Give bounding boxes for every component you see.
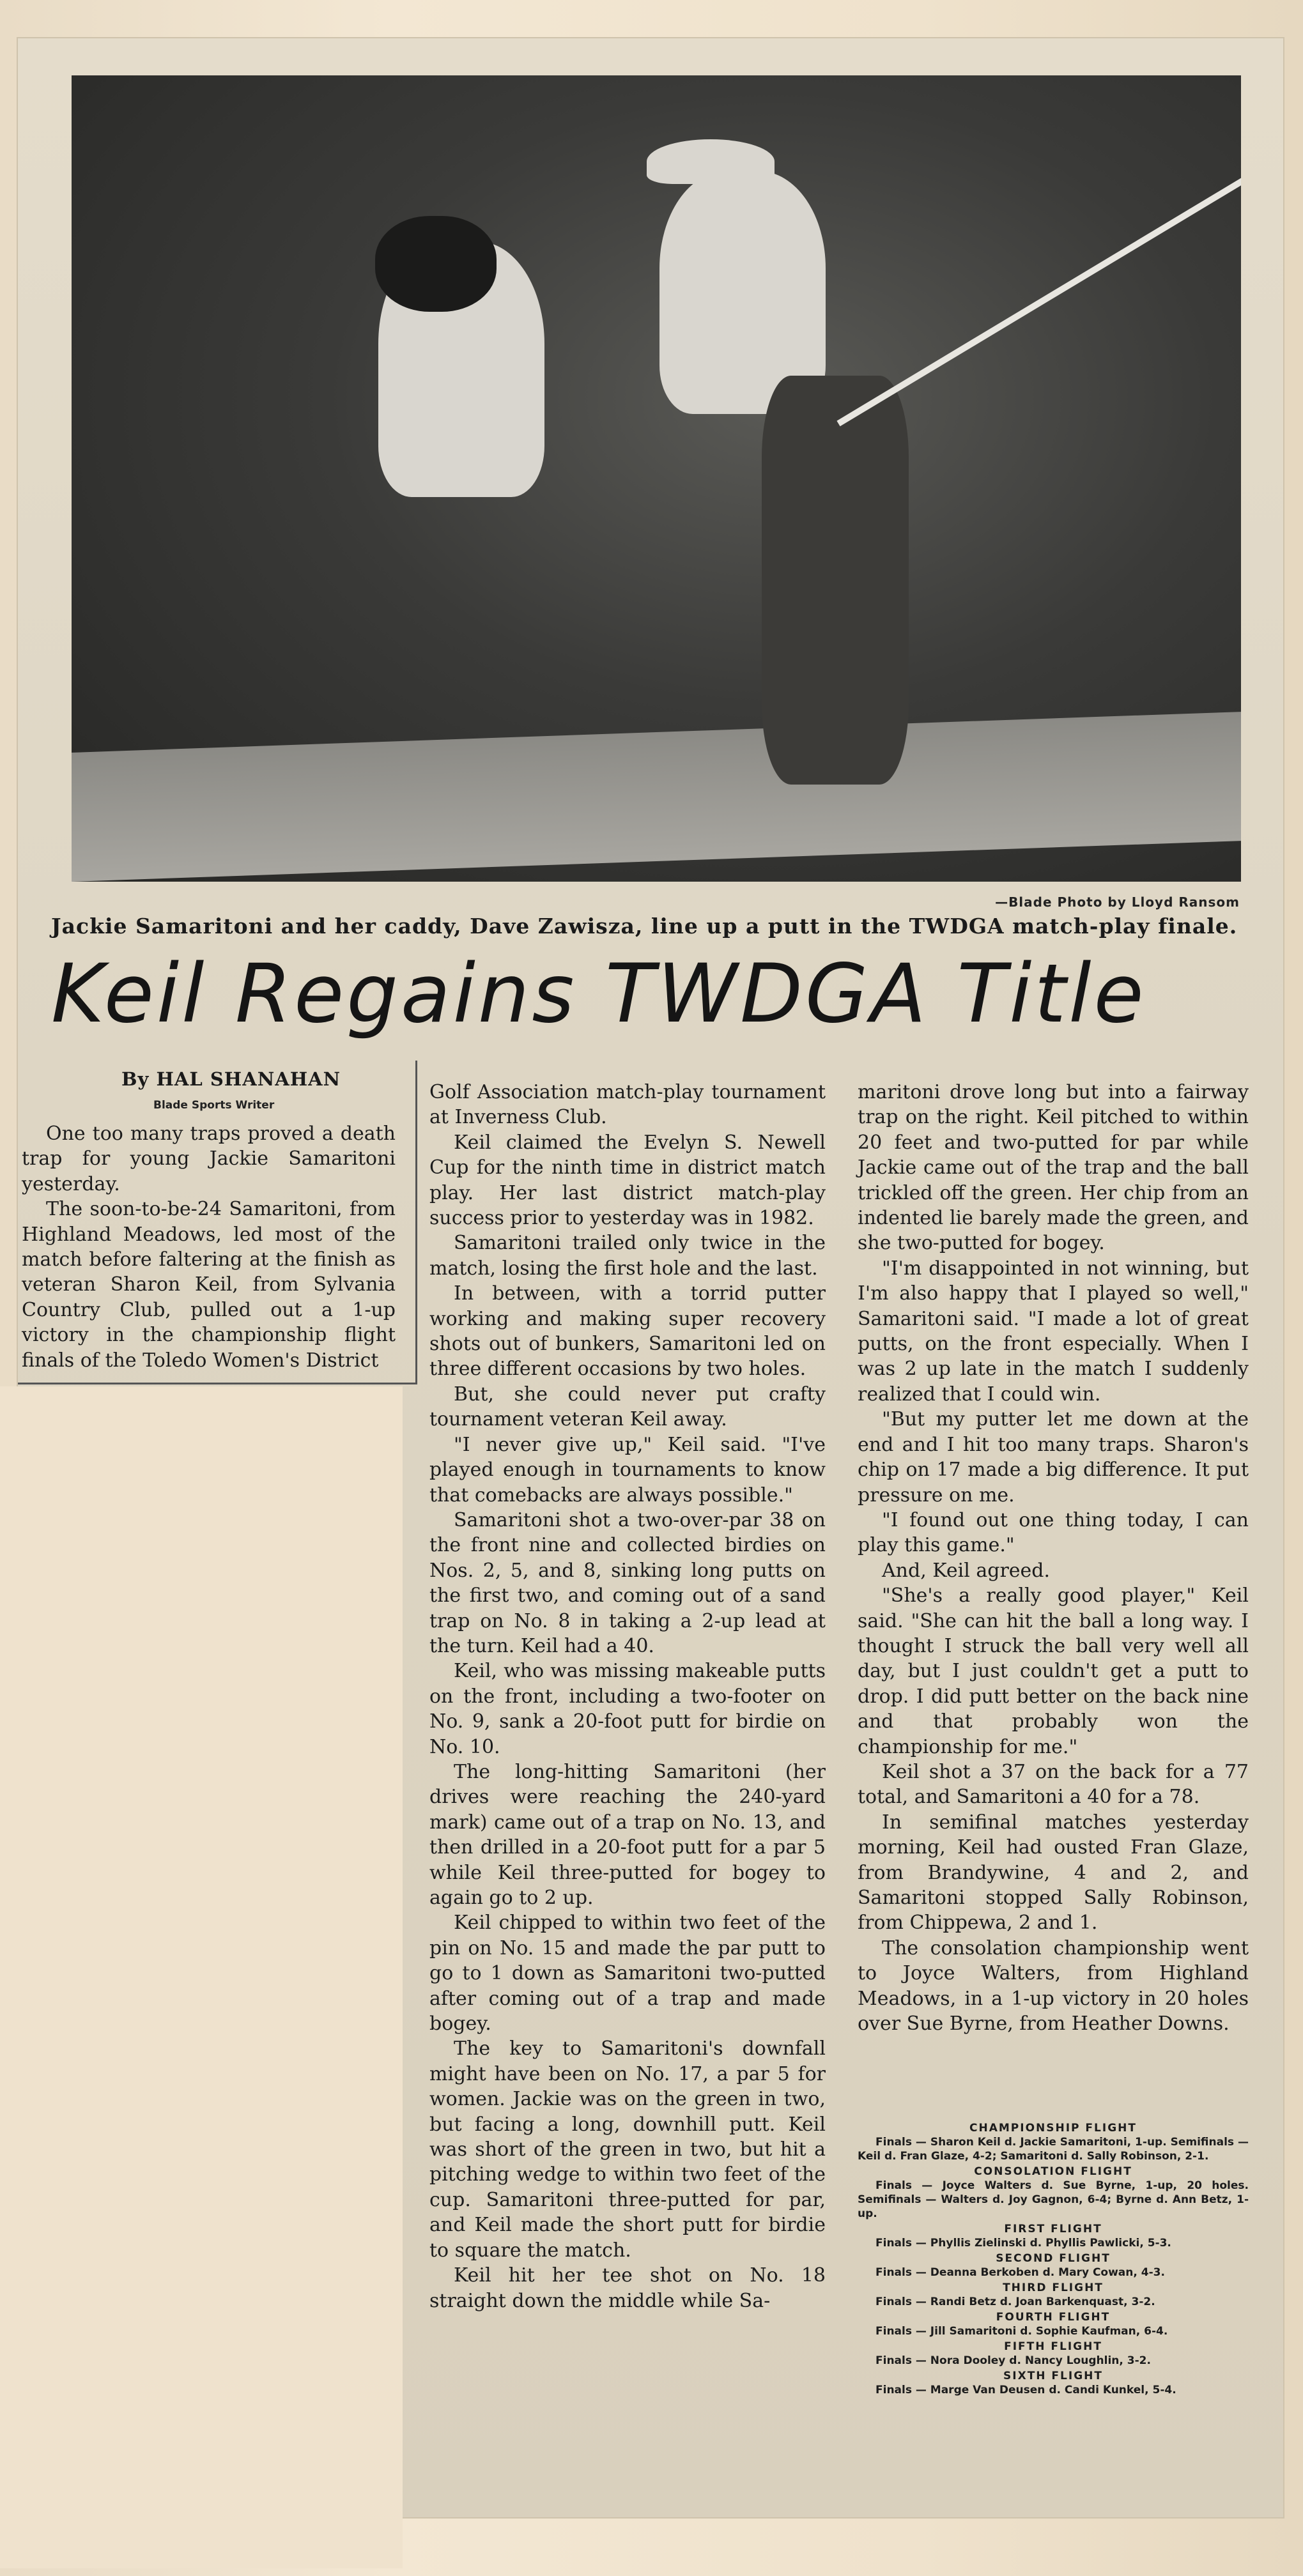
flight-result: Finals — Marge Van Deusen d. Candi Kunkel, 5-4.	[875, 2384, 1176, 2396]
putting-green	[72, 712, 1241, 882]
article-column-1	[22, 1121, 396, 1373]
flight-heading: FIFTH FLIGHT	[1004, 2340, 1102, 2353]
photo-credit: —Blade Photo by Lloyd Ransom	[995, 894, 1240, 910]
golfer-hair	[375, 216, 497, 312]
results-box	[858, 2120, 1249, 2397]
news-photo	[72, 75, 1241, 882]
article-paragraph: And, Keil agreed.	[882, 1559, 1051, 1582]
article-paragraph: The key to Samaritoni's downfall might have been on No. 17, a par 5 for women. Jackie was on the green in two, but facing a long, downhill putt. Keil was short of the green in two, but hit a pitching wedge to within two feet of the cup. Samaritoni three-putted for par, and Keil made the short putt for birdie to square the match.	[429, 2037, 826, 2262]
flagstick	[837, 158, 1241, 427]
flight-result: Finals — Deanna Berkoben d. Mary Cowan, 4-3.	[875, 2266, 1165, 2279]
flight-heading: THIRD FLIGHT	[1003, 2281, 1104, 2294]
flight-result: Finals — Phyllis Zielinski d. Phyllis Pawlicki, 5-3.	[875, 2237, 1171, 2250]
photo-caption: Jackie Samaritoni and her caddy, Dave Zawisza, line up a putt in the TWDGA match-play finale.	[51, 914, 1238, 939]
flight-result: Finals — Jill Samaritoni d. Sophie Kaufman, 6-4.	[875, 2325, 1168, 2338]
article-paragraph: Samaritoni trailed only twice in the match, losing the first hole and the last.	[429, 1232, 826, 1280]
article-column-2	[429, 1080, 826, 2313]
flight-result: Finals — Joyce Walters d. Sue Byrne, 1-up, 20 holes. Semifinals — Walters d. Joy Gagnon, 6-4; Byrne d. Ann Betz, 1-up.	[858, 2179, 1249, 2220]
article-paragraph: The long-hitting Samaritoni (her drives were reaching the 240-yard mark) came out of a trap on No. 13, and then drilled in a 20-foot putt for a par 5 while Keil three-putted for bogey to again go to 2 up.	[429, 1760, 826, 1909]
article-paragraph: Samaritoni shot a two-over-par 38 on the front nine and collected birdies on Nos. 2, 5, and 8, sinking long putts on the first two, and coming out of a sand trap on No. 8 in taking a 2-up lead at the turn. Keil had a 40.	[429, 1508, 826, 1657]
article-paragraph: But, she could never put crafty tournament veteran Keil away.	[429, 1383, 826, 1431]
article-paragraph: Keil hit her tee shot on No. 18 straight down the middle while Sa-	[429, 2264, 826, 2312]
byline: By HAL SHANAHAN	[121, 1068, 341, 1090]
column-rule-vertical	[415, 1061, 417, 1384]
article-paragraph: maritoni drove long but into a fairway trap on the right. Keil pitched to within 20 feet and two-putted for par while Jackie came out of the trap and the ball trickled off the green. Her chip from an indented lie barely made the green, and she two-putted for bogey.	[858, 1081, 1249, 1255]
caddy-cap	[647, 139, 775, 184]
article-paragraph: The soon-to-be-24 Samaritoni, from Highland Meadows, led most of the match before faltering at the finish as veteran Sharon Keil, from Sylvania Country Club, pulled out a 1-up victory in the championship flight finals of the Toledo Women's District	[22, 1198, 396, 1372]
article-paragraph: In semifinal matches yesterday morning, Keil had ousted Fran Glaze, from Brandywine, 4 and 2, and Samaritoni stopped Sally Robinson, from Chippewa, 2 and 1.	[858, 1811, 1249, 1935]
article-paragraph: "I never give up," Keil said. "I've played enough in tournaments to know that comebacks are always possible."	[429, 1433, 826, 1506]
article-column-3	[858, 1080, 1249, 2036]
flight-heading: FIRST FLIGHT	[1004, 2223, 1102, 2235]
headline: Keil Regains TWDGA Title	[51, 946, 1146, 1041]
article-paragraph: One too many traps proved a death trap for young Jackie Samaritoni yesterday.	[22, 1123, 396, 1195]
scrapbook-page-background	[0, 1386, 403, 2568]
flight-result: Finals — Nora Dooley d. Nancy Loughlin, 3-2.	[875, 2354, 1151, 2367]
article-paragraph: Keil chipped to within two feet of the pin on No. 15 and made the par putt to go to 1 down as Samaritoni two-putted after coming out of a trap and made bogey.	[429, 1912, 826, 2035]
article-paragraph: In between, with a torrid putter working and making super recovery shots out of bunkers, Samaritoni led on three different occasions by two holes.	[429, 1282, 826, 1381]
article-paragraph: Keil, who was missing makeable putts on the front, including a two-footer on No. 9, sank a 20-foot putt for birdie on No. 10.	[429, 1660, 826, 1758]
article-paragraph: "She's a really good player," Keil said. "She can hit the ball a long way. I thought I struck the ball very well all day, but I just couldn't get a putt to drop. I did putt better on the back nine and that probably won the championship for me."	[858, 1584, 1249, 1758]
caddy-trousers	[762, 376, 909, 785]
article-paragraph: The consolation championship went to Joyce Walters, from Highland Meadows, in a 1-up victory in 20 holes over Sue Byrne, from Heather Downs.	[858, 1936, 1249, 2035]
article-paragraph: Golf Association match-play tournament at Inverness Club.	[429, 1081, 826, 1129]
flight-heading: SECOND FLIGHT	[996, 2252, 1111, 2265]
flight-heading: SIXTH FLIGHT	[1003, 2370, 1103, 2382]
column-rule	[18, 1383, 417, 1384]
article-paragraph: "But my putter let me down at the end and I hit too many traps. Sharon's chip on 17 made a big difference. It put pressure on me.	[858, 1408, 1249, 1506]
flight-heading: CONSOLATION FLIGHT	[974, 2165, 1132, 2178]
flight-heading: CHAMPIONSHIP FLIGHT	[969, 2122, 1137, 2135]
article-paragraph: Keil shot a 37 on the back for a 77 total, and Samaritoni a 40 for a 78.	[858, 1760, 1249, 1809]
byline-title: Blade Sports Writer	[153, 1099, 275, 1112]
flight-result: Finals — Sharon Keil d. Jackie Samaritoni, 1-up. Semifinals — Keil d. Fran Glaze, 4-2; Samaritoni d. Sally Robinson, 2-1.	[858, 2136, 1249, 2163]
article-paragraph: Keil claimed the Evelyn S. Newell Cup for the ninth time in district match play. Her last district match-play success prior to yesterday was in 1982.	[429, 1131, 826, 1230]
article-paragraph: "I found out one thing today, I can play this game."	[858, 1508, 1249, 1557]
article-paragraph: "I'm disappointed in not winning, but I'm also happy that I played so well," Samaritoni said. "I made a lot of great putts, on the front especially. When I was 2 up late in the match I suddenly realized that I could win.	[858, 1257, 1249, 1406]
flight-result: Finals — Randi Betz d. Joan Barkenquast, 3-2.	[875, 2296, 1155, 2308]
flight-heading: FOURTH FLIGHT	[996, 2311, 1111, 2324]
